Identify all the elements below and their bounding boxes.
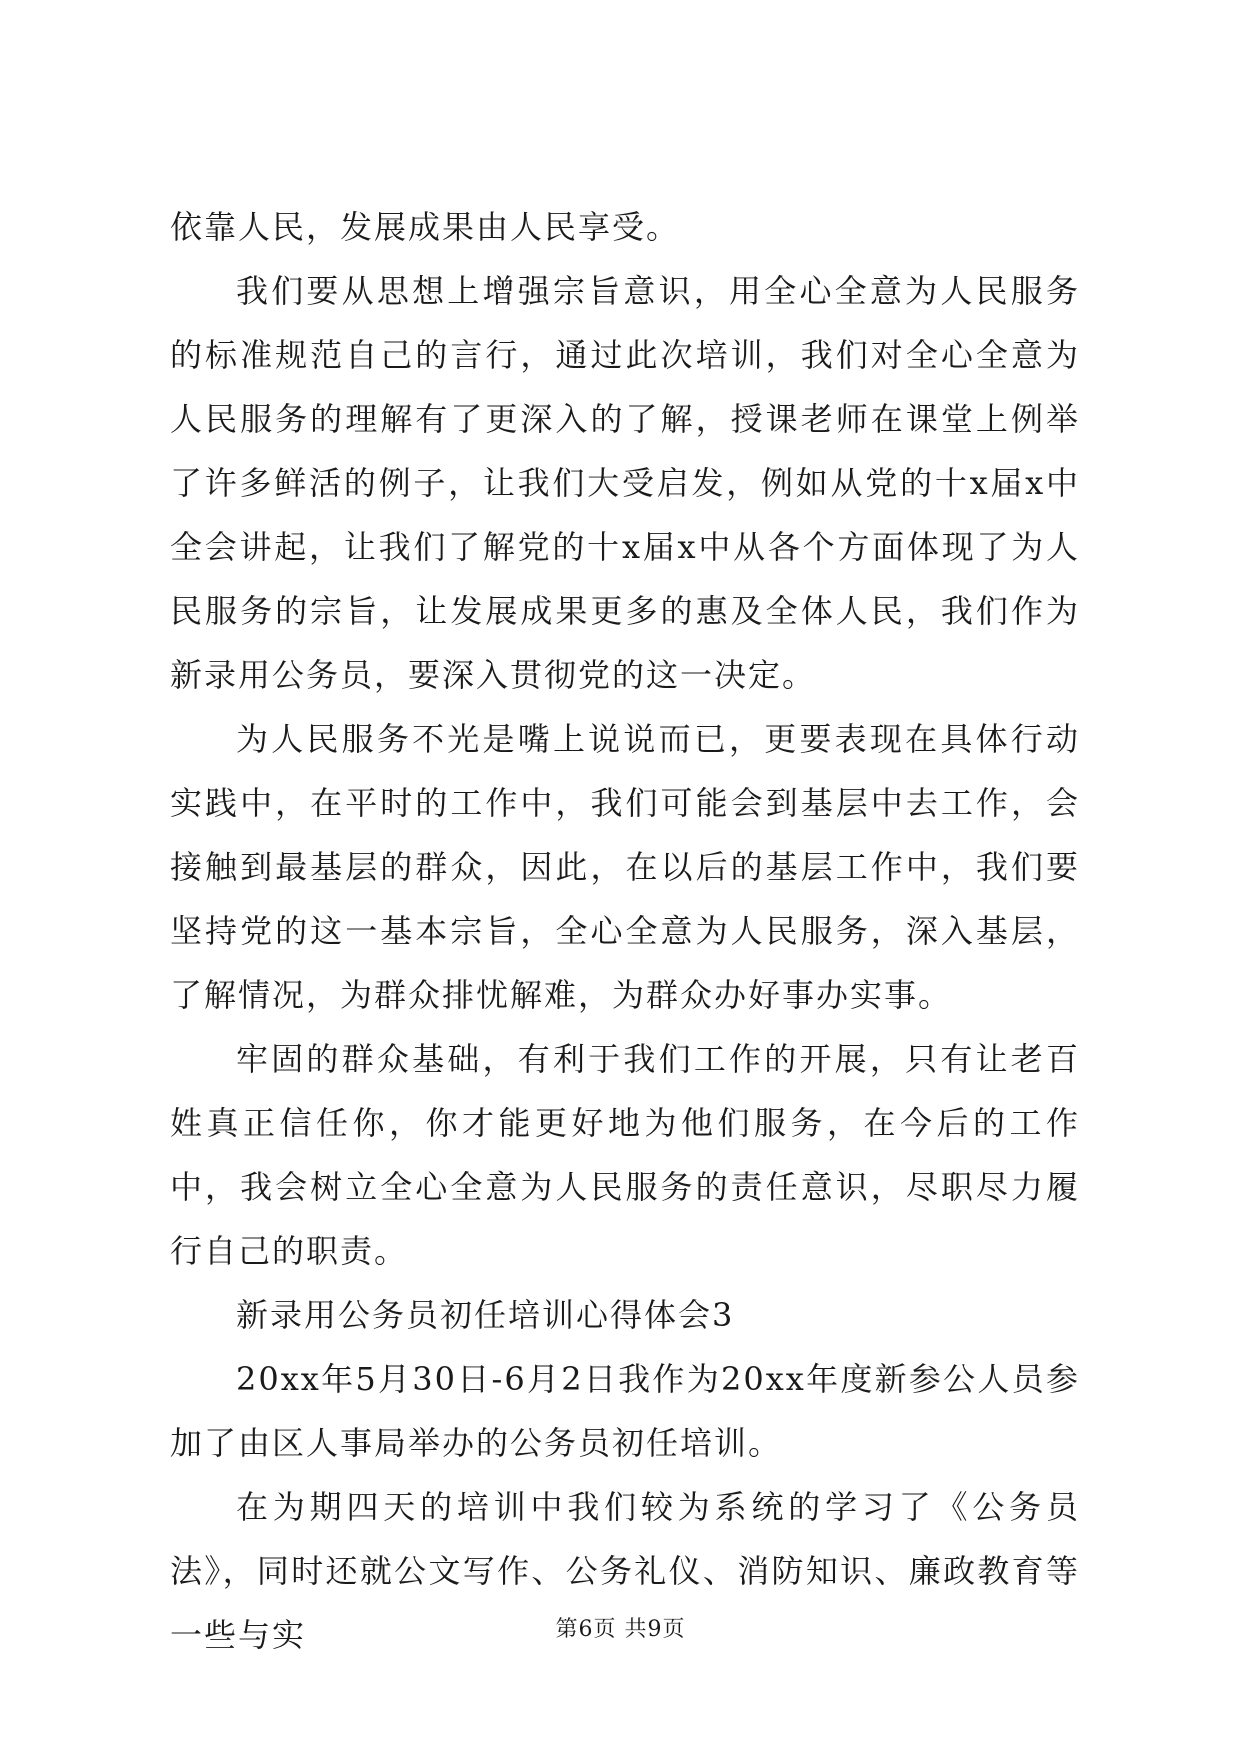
page-number-footer: 第6页 共9页 — [555, 1617, 686, 1642]
paragraph-3: 为人民服务不光是嘴上说说而已，更要表现在具体行动实践中，在平时的工作中，我们可能会到基层中去工作，会接触到最基层的群众，因此，在以后的基层工作中，我们要坚持党的这一基本宗旨，全心全意为人民服务，深入基层，了解情况，为群众排忧解难，为群众办好事办实事。 — [170, 720, 1080, 1014]
paragraph-7: 在为期四天的培训中我们较为系统的学习了《公务员法》，同时还就公文写作、公务礼仪、消防知识、廉政教育等一些与实 — [170, 1488, 1080, 1654]
document-body — [170, 195, 1080, 1667]
paragraph-2: 我们要从思想上增强宗旨意识，用全心全意为人民服务的标准规范自己的言行，通过此次培训，我们对全心全意为人民服务的理解有了更深入的了解，授课老师在课堂上例举了许多鲜活的例子，让我们大受启发，例如从党的十x届x中全会讲起，让我们了解党的十x届x中从各个方面体现了为人民服务的宗旨，让发展成果更多的惠及全体人民，我们作为新录用公务员，要深入贯彻党的这一决定。 — [170, 272, 1080, 694]
paragraph-4: 牢固的群众基础，有利于我们工作的开展，只有让老百姓真正信任你，你才能更好地为他们服务，在今后的工作中，我会树立全心全意为人民服务的责任意识，尽职尽力履行自己的职责。 — [170, 1040, 1080, 1270]
paragraph-1: 依靠人民，发展成果由人民享受。 — [170, 208, 681, 246]
paragraph-6: 20xx年5月30日-6月2日我作为20xx年度新参公人员参加了由区人事局举办的公务员初任培训。 — [170, 1360, 1080, 1462]
section-heading: 新录用公务员初任培训心得体会3 — [236, 1296, 735, 1334]
